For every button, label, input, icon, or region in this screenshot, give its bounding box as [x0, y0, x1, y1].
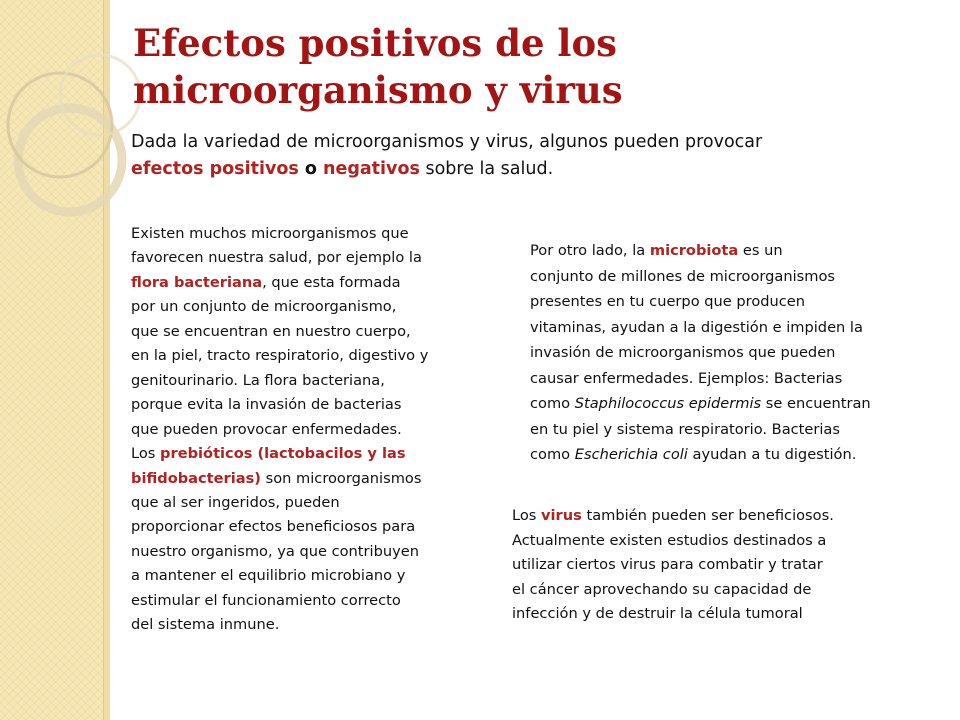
- microbiota-line: presentes en tu cuerpo que producen: [530, 293, 806, 310]
- microbiota-line: invasión de microorganismos que pueden: [530, 344, 836, 361]
- microbiota-text: ayudan a tu digestión.: [687, 446, 857, 463]
- left-line: que pueden provocar enfermedades.: [131, 420, 402, 438]
- microbiota-text: Por otro lado, la: [530, 242, 650, 259]
- species-staphilococcus: Staphilococcus epidermis: [574, 395, 762, 412]
- page-title: [133, 20, 933, 114]
- intro-text-1: Dada la variedad de microorganismos y virus, algunos pueden provocar: [131, 132, 763, 152]
- virus-text: Los: [512, 507, 542, 524]
- left-line: a mantener el equilibrio microbiano y: [131, 567, 406, 585]
- microbiota-line: vitaminas, ayudan a la digestión e impiden la: [530, 318, 863, 336]
- intro-highlight-positive: efectos positivos: [131, 159, 299, 179]
- left-line: son microorganismos: [260, 469, 422, 487]
- highlight-prebioticos: prebióticos (lactobacilos y las: [160, 445, 406, 463]
- left-line: , que esta formada: [262, 273, 401, 291]
- left-line: nuestro organismo, ya que contribuyen: [131, 542, 419, 560]
- virus-text: también pueden ser beneficiosos.: [581, 507, 834, 524]
- microbiota-text: como: [530, 395, 575, 412]
- highlight-virus: virus: [541, 507, 582, 524]
- left-line: del sistema inmune.: [131, 616, 280, 634]
- virus-paragraph: [512, 504, 912, 627]
- species-escherichia-coli: Escherichia coli: [574, 446, 688, 463]
- left-line: genitourinario. La flora bacteriana,: [131, 371, 385, 389]
- virus-line: utilizar ciertos virus para combatir y tratar: [512, 556, 823, 574]
- left-line: favorecen nuestra salud, por ejemplo la: [131, 249, 422, 267]
- highlight-bifidobacterias: bifidobacterias): [131, 469, 261, 487]
- microbiota-paragraph: [530, 238, 930, 468]
- left-line: que se encuentran en nuestro cuerpo,: [131, 322, 411, 340]
- left-line: proporcionar efectos beneficiosos para: [131, 518, 416, 536]
- left-line: que al ser ingeridos, pueden: [131, 493, 340, 511]
- left-line: en la piel, tracto respiratorio, digestivo y: [131, 347, 429, 365]
- microbiota-line: conjunto de millones de microorganismos: [530, 267, 836, 285]
- microbiota-text: se encuentran: [761, 395, 871, 412]
- virus-line: el cáncer aprovechando su capacidad de: [512, 580, 812, 598]
- left-line: porque evita la invasión de bacterias: [131, 396, 402, 414]
- intro-text-o: o: [298, 159, 324, 179]
- microbiota-text: como: [530, 446, 575, 463]
- title-line-2: microorganismo y virus: [133, 68, 623, 112]
- left-column-paragraph: [131, 222, 487, 638]
- title-line-1: Efectos positivos de los: [133, 21, 617, 65]
- intro-text-3: sobre la salud.: [419, 159, 554, 179]
- intro-paragraph: [131, 129, 921, 183]
- left-line: estimular el funcionamiento correcto: [131, 591, 401, 609]
- virus-line: infección y de destruir la célula tumoral: [512, 605, 803, 623]
- left-line: Los: [131, 445, 161, 463]
- microbiota-line: en tu piel y sistema respiratorio. Bacterias: [530, 420, 840, 438]
- highlight-microbiota: microbiota: [649, 242, 739, 259]
- microbiota-text: es un: [738, 242, 783, 259]
- left-line: por un conjunto de microorganismo,: [131, 298, 397, 316]
- virus-line: Actualmente existen estudios destinados a: [512, 531, 827, 549]
- intro-highlight-negative: negativos: [323, 159, 420, 179]
- microbiota-line: causar enfermedades. Ejemplos: Bacterias: [530, 369, 843, 387]
- left-line: Existen muchos microorganismos que: [131, 225, 409, 242]
- highlight-flora-bacteriana: flora bacteriana: [131, 273, 263, 291]
